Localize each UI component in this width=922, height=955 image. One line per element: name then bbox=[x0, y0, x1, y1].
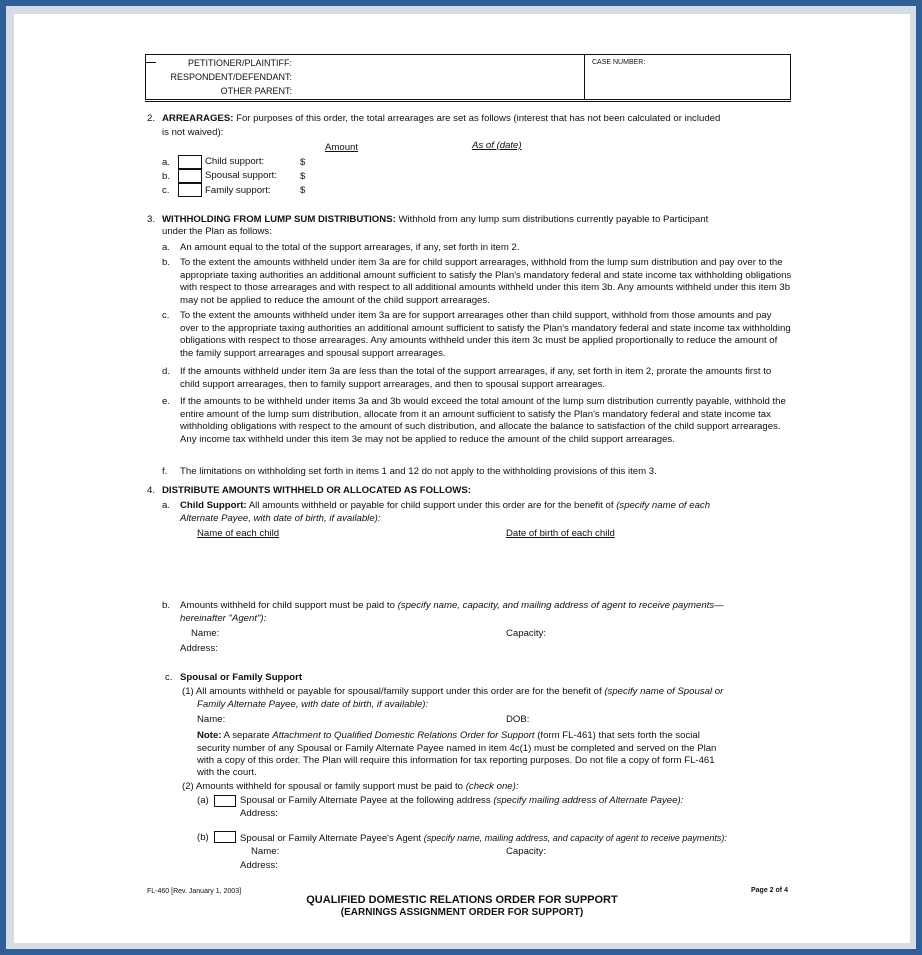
s4-c-heading: Spousal or Family Support bbox=[180, 672, 303, 683]
s3-f-text: The limitations on withholding set forth in items 1 and 12 do not apply to the withholding provisions of this item 3. bbox=[180, 466, 657, 477]
family-support-currency: $ bbox=[300, 185, 306, 196]
s3-b-text: To the extent the amounts withheld under item 3a are for child support arrearages, withhold from the lump sum distribution and pay over to the appropriate taxing authorities an additional amount sufficient to satisfy the Plan's mandatory federal and state income tax withholding obligations with respect to those arrearages and with respect to all additional amounts withheld under this item 3b. Any amounts withheld under this item 3b may not be applied to reduce the amount of the child support arrearages. bbox=[180, 257, 792, 306]
caption-divider bbox=[584, 55, 585, 99]
form-title: QUALIFIED DOMESTIC RELATIONS ORDER FOR SUPPORT bbox=[306, 894, 618, 906]
s4-c1-line1 bbox=[182, 686, 723, 699]
s2-heading: ARREARAGES: bbox=[162, 113, 234, 124]
s4-b-text: Amounts withheld for child support must be paid to bbox=[180, 600, 395, 611]
s3-a-text: An amount equal to the total of the support arrearages, if any, set forth in item 2. bbox=[180, 242, 520, 253]
agent-address-label: Address: bbox=[180, 643, 218, 654]
s4-a-italic-2: Alternate Payee, with date of birth, if available): bbox=[180, 513, 381, 524]
s2-text: For purposes of this order, the total arrearages are set as follows (interest that has not been calculated or included bbox=[236, 113, 721, 124]
option-a-line bbox=[240, 795, 683, 808]
s3-d-letter: d. bbox=[162, 366, 171, 377]
s4-a-text: All amounts withheld or payable for child support under this order are for the benefit of bbox=[248, 500, 614, 511]
s3-e-text: If the amounts to be withheld under items 3a and 3b would exceed the total amount of the lump sum distribution currently payable, withhold the entire amount of the lump sum distribution, allocate from it an amount sufficient to satisfy the Plan's mandatory federal and state income tax withholding obligations with respect to the amount of such distribution, and allocate the balance to satisfaction of the child support arrearages. Any income tax withheld under this item 3e may not be applied to reduce the amount of the child support arrearages. bbox=[180, 396, 786, 445]
as-of-date-column-header: As of (date) bbox=[472, 140, 522, 151]
option-b-capacity-label: Capacity: bbox=[506, 846, 546, 857]
caption-mark bbox=[146, 62, 156, 63]
note-line2: security number of any Spousal or Family Alternate Payee named in item 4c(1) must be completed and served on the Plan bbox=[197, 743, 717, 754]
option-a-label: (a) bbox=[197, 795, 209, 806]
amount-column-header: Amount bbox=[325, 142, 359, 153]
s4-c2-text: (2) Amounts withheld for spousal or family support must be paid to bbox=[182, 781, 464, 792]
case-number-label: CASE NUMBER: bbox=[592, 59, 646, 66]
s3-c-letter: c. bbox=[162, 310, 170, 321]
note-text-b: (form FL-461) that sets forth the social bbox=[537, 730, 700, 741]
s4-number: 4. bbox=[147, 485, 156, 496]
page-number: Page 2 of 4 bbox=[751, 887, 788, 894]
child-support-currency: $ bbox=[300, 157, 306, 168]
s4-c-letter: c. bbox=[165, 672, 173, 683]
s4-c1-italic: (specify name of Spousal or bbox=[604, 686, 724, 697]
note-heading: Note: bbox=[197, 730, 222, 741]
s3-text: Withhold from any lump sum distributions currently payable to Participant bbox=[398, 214, 709, 225]
s4-c1-italic-2: Family Alternate Payee, with date of birth, if available): bbox=[197, 699, 429, 710]
spousal-support-label: Spousal support: bbox=[205, 170, 277, 181]
s2-item-c-letter: c. bbox=[162, 185, 170, 196]
s4-c2-italic: (check one): bbox=[465, 781, 519, 792]
s2-number: 2. bbox=[147, 113, 156, 124]
document-page bbox=[14, 14, 910, 943]
option-a-italic: (specify mailing address of Alternate Payee): bbox=[493, 795, 684, 806]
s4-a-line1 bbox=[180, 500, 710, 513]
note-line1 bbox=[197, 730, 700, 743]
option-b-italic: (specify name, mailing address, and capacity of agent to receive payments): bbox=[423, 833, 727, 843]
s3-number: 3. bbox=[147, 214, 156, 225]
note-text-a: A separate bbox=[223, 730, 270, 741]
note-line3: with a copy of this order. The Plan will require this information for tax reporting purposes. Do not file a copy of form FL-461 bbox=[197, 755, 715, 766]
child-support-label: Child support: bbox=[205, 156, 265, 167]
s4-a-heading: Child Support: bbox=[180, 500, 247, 511]
s3-line1 bbox=[162, 214, 708, 227]
payee-name-label: Name: bbox=[197, 714, 226, 725]
form-id: FL-460 [Rev. January 1, 2003] bbox=[147, 888, 242, 895]
s4-b-letter: b. bbox=[162, 600, 171, 611]
payee-dob-label: DOB: bbox=[506, 714, 530, 725]
s3-b-letter: b. bbox=[162, 257, 171, 268]
s4-heading: DISTRIBUTE AMOUNTS WITHHELD OR ALLOCATED AS FOLLOWS: bbox=[162, 485, 471, 496]
child-name-column-header: Name of each child bbox=[197, 528, 280, 539]
s4-b-italic-2: hereinafter "Agent"): bbox=[180, 613, 267, 624]
option-b-label: (b) bbox=[197, 832, 209, 843]
family-support-checkbox[interactable] bbox=[178, 183, 202, 197]
option-b-address-label: Address: bbox=[240, 860, 278, 871]
other-parent-label: OTHER PARENT: bbox=[220, 86, 292, 96]
s4-c2-line bbox=[182, 781, 519, 794]
child-support-checkbox[interactable] bbox=[178, 155, 202, 169]
s4-b-italic: (specify name, capacity, and mailing address of agent to receive payments— bbox=[397, 600, 724, 611]
respondent-label: RESPONDENT/DEFENDANT: bbox=[170, 72, 292, 82]
s3-heading: WITHHOLDING FROM LUMP SUM DISTRIBUTIONS: bbox=[162, 214, 396, 225]
petitioner-label: PETITIONER/PLAINTIFF: bbox=[187, 58, 292, 68]
option-b-text: Spousal or Family Alternate Payee's Agent bbox=[240, 833, 422, 844]
agent-name-label: Name: bbox=[191, 628, 220, 639]
option-b-checkbox[interactable] bbox=[214, 831, 236, 843]
caption-box bbox=[145, 54, 791, 100]
s4-b-line1 bbox=[180, 600, 724, 613]
document-frame bbox=[6, 6, 916, 949]
s2-item-a-letter: a. bbox=[162, 157, 171, 168]
form-subtitle: (EARNINGS ASSIGNMENT ORDER FOR SUPPORT) bbox=[340, 907, 584, 918]
s3-a-letter: a. bbox=[162, 242, 171, 253]
option-a-address-label: Address: bbox=[240, 808, 278, 819]
note-line4: with the court. bbox=[197, 767, 257, 778]
s2-line1 bbox=[162, 113, 720, 126]
s2-text-2: is not waived): bbox=[162, 127, 224, 138]
family-support-label: Family support: bbox=[205, 185, 271, 196]
spousal-support-currency: $ bbox=[300, 171, 306, 182]
child-dob-column-header: Date of birth of each child bbox=[506, 528, 615, 539]
s3-text-2: under the Plan as follows: bbox=[162, 226, 272, 237]
s3-f-letter: f. bbox=[162, 466, 168, 477]
s3-c-text: To the extent the amounts withheld under item 3a are for support arrearages other than child support, withhold from those amounts and pay over to the appropriate taxing authorities an additional amount sufficient to satisfy the Plan's mandatory federal and state income tax withholding obligations with respect to those arrearages. Any amounts withheld under this item 3c must be applied proportionally to reduce the amount of the family support arrearages and spousal support arrearages. bbox=[180, 310, 791, 359]
s3-d-text: If the amounts withheld under item 3a are less than the total of the support arrearages, if any, set forth in item 2, prorate the amounts first to child support arrearages, then to family support arrearages, and then to spousal support arrearages. bbox=[180, 366, 772, 390]
option-a-text: Spousal or Family Alternate Payee at the following address bbox=[240, 795, 491, 806]
s4-a-letter: a. bbox=[162, 500, 171, 511]
s3-e-letter: e. bbox=[162, 396, 171, 407]
option-a-checkbox[interactable] bbox=[214, 795, 236, 807]
note-form-title: Attachment to Qualified Domestic Relations Order for Support bbox=[272, 730, 535, 741]
s4-a-italic: (specify name of each bbox=[616, 500, 711, 511]
caption-rule bbox=[145, 101, 791, 102]
agent-capacity-label: Capacity: bbox=[506, 628, 546, 639]
s2-item-b-letter: b. bbox=[162, 171, 171, 182]
option-b-name-label: Name: bbox=[251, 846, 280, 857]
spousal-support-checkbox[interactable] bbox=[178, 169, 202, 183]
option-b-line bbox=[240, 832, 727, 846]
s4-c1-text: (1) All amounts withheld or payable for spousal/family support under this order are for the benefit of bbox=[182, 686, 602, 697]
